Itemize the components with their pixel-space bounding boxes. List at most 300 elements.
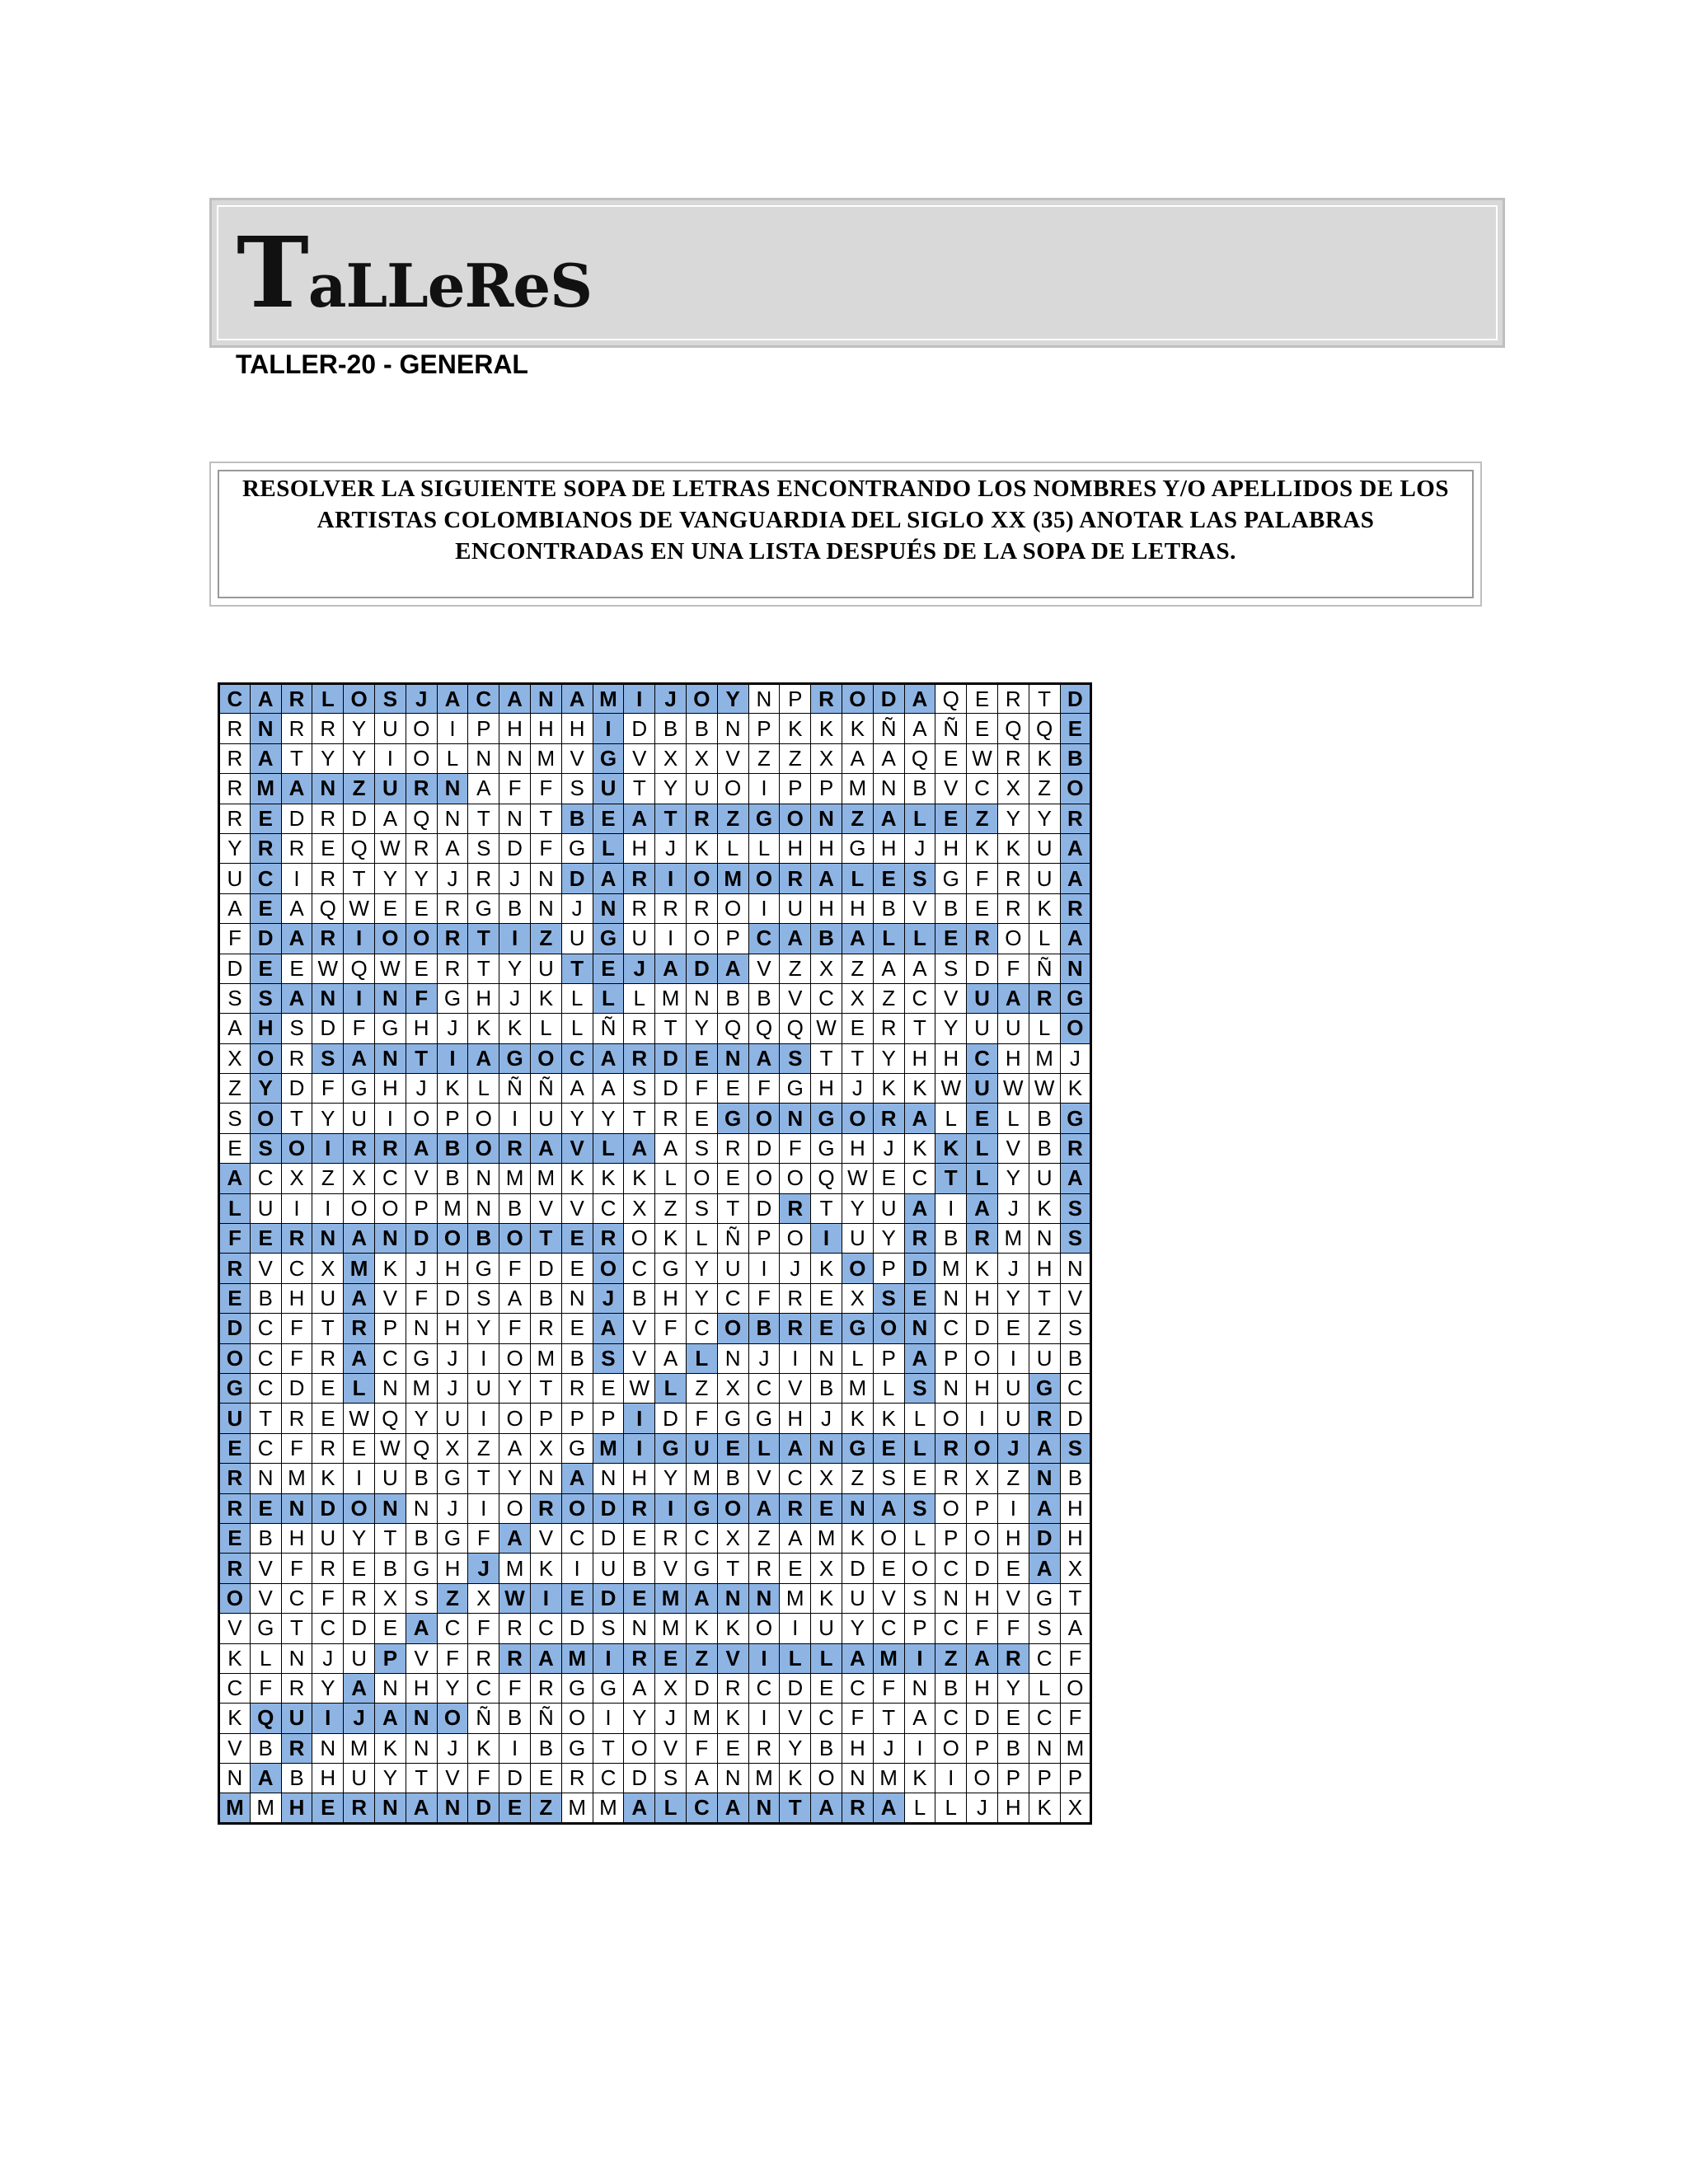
grid-cell: R — [655, 1104, 687, 1133]
grid-cell: S — [655, 1764, 687, 1793]
grid-cell: K — [904, 1133, 935, 1163]
grid-cell: F — [530, 833, 561, 863]
grid-cell: N — [748, 1793, 780, 1823]
grid-cell: D — [281, 1074, 312, 1104]
grid-cell: Z — [686, 1643, 717, 1673]
grid-cell: N — [1060, 954, 1091, 983]
grid-cell: E — [904, 1283, 935, 1313]
grid-cell: J — [748, 1343, 780, 1373]
grid-cell: L — [967, 1133, 998, 1163]
grid-cell: E — [717, 1433, 748, 1463]
grid-cell: I — [374, 743, 406, 773]
grid-cell: A — [281, 774, 312, 804]
grid-cell: D — [344, 1614, 375, 1643]
grid-cell: L — [748, 1433, 780, 1463]
word-search-grid — [218, 682, 1092, 1825]
grid-cell: E — [219, 1523, 251, 1553]
grid-cell: T — [561, 954, 593, 983]
grid-cell: A — [655, 1133, 687, 1163]
grid-cell: Y — [468, 1314, 499, 1343]
grid-cell: Q — [250, 1704, 281, 1733]
grid-cell: N — [499, 804, 531, 833]
grid-cell: A — [219, 893, 251, 923]
grid-cell: Z — [530, 924, 561, 954]
grid-cell: U — [967, 1074, 998, 1104]
grid-cell: S — [593, 1614, 624, 1643]
grid-cell: W — [842, 1164, 873, 1193]
grid-row — [219, 1224, 1091, 1254]
grid-cell: Z — [686, 1373, 717, 1403]
grid-cell: K — [873, 1074, 904, 1104]
grid-cell: Z — [530, 1793, 561, 1823]
grid-cell: U — [281, 1704, 312, 1733]
grid-cell: B — [748, 983, 780, 1013]
grid-cell: Z — [748, 1523, 780, 1553]
grid-row — [219, 743, 1091, 773]
grid-cell: P — [468, 714, 499, 743]
grid-cell: M — [281, 1464, 312, 1493]
grid-cell: F — [281, 1314, 312, 1343]
grid-cell: M — [655, 1583, 687, 1613]
grid-cell: H — [312, 1764, 344, 1793]
grid-cell: T — [250, 1404, 281, 1433]
grid-cell: C — [250, 1314, 281, 1343]
grid-cell: Y — [312, 1673, 344, 1703]
grid-cell: R — [406, 774, 437, 804]
grid-cell: U — [593, 1554, 624, 1583]
grid-cell: M — [873, 1643, 904, 1673]
grid-cell: N — [312, 774, 344, 804]
grid-cell: D — [468, 1793, 499, 1823]
grid-cell: N — [593, 1464, 624, 1493]
grid-cell: E — [593, 1373, 624, 1403]
grid-cell: V — [780, 1373, 811, 1403]
grid-cell: S — [250, 1133, 281, 1163]
grid-cell: I — [748, 774, 780, 804]
grid-cell: M — [780, 1583, 811, 1613]
grid-cell: P — [748, 1224, 780, 1254]
grid-cell: F — [499, 1673, 531, 1703]
grid-cell: V — [655, 1554, 687, 1583]
grid-cell: Y — [593, 1104, 624, 1133]
grid-cell: U — [1029, 864, 1060, 893]
grid-cell: J — [624, 954, 655, 983]
grid-cell: J — [437, 1343, 468, 1373]
grid-cell: J — [997, 1433, 1029, 1463]
grid-row — [219, 1643, 1091, 1673]
grid-cell: N — [530, 1464, 561, 1493]
grid-cell: F — [967, 864, 998, 893]
grid-cell: A — [811, 1793, 842, 1823]
grid-cell: D — [655, 1404, 687, 1433]
grid-cell: K — [468, 1014, 499, 1043]
grid-cell: E — [967, 714, 998, 743]
grid-cell: E — [935, 924, 967, 954]
grid-row — [219, 1014, 1091, 1043]
grid-cell: L — [1029, 924, 1060, 954]
grid-cell: J — [811, 1404, 842, 1433]
grid-cell: C — [593, 1193, 624, 1223]
grid-cell: W — [1029, 1074, 1060, 1104]
grid-cell: M — [561, 1793, 593, 1823]
grid-cell: H — [811, 893, 842, 923]
grid-cell: V — [250, 1583, 281, 1613]
grid-cell: R — [873, 1014, 904, 1043]
grid-cell: E — [219, 1433, 251, 1463]
grid-cell: F — [219, 924, 251, 954]
grid-cell: T — [624, 774, 655, 804]
grid-cell: X — [655, 743, 687, 773]
grid-cell: C — [748, 1673, 780, 1703]
grid-cell: P — [1029, 1764, 1060, 1793]
grid-cell: A — [593, 864, 624, 893]
grid-cell: Z — [842, 1464, 873, 1493]
grid-cell: G — [935, 864, 967, 893]
grid-cell: O — [748, 1164, 780, 1193]
grid-cell: D — [219, 954, 251, 983]
grid-cell: Y — [312, 1104, 344, 1133]
grid-cell: L — [1029, 1673, 1060, 1703]
grid-row — [219, 1433, 1091, 1463]
grid-cell: A — [624, 1793, 655, 1823]
grid-cell: J — [437, 1493, 468, 1523]
grid-cell: N — [717, 1043, 748, 1073]
grid-cell: B — [935, 1673, 967, 1703]
grid-cell: K — [1029, 1193, 1060, 1223]
grid-cell: V — [904, 893, 935, 923]
grid-cell: R — [281, 1733, 312, 1763]
grid-cell: U — [717, 1254, 748, 1283]
grid-cell: G — [748, 804, 780, 833]
grid-cell: A — [344, 1224, 375, 1254]
grid-cell: I — [281, 1193, 312, 1223]
grid-cell: X — [842, 983, 873, 1013]
grid-cell: T — [624, 1104, 655, 1133]
grid-cell: B — [686, 714, 717, 743]
grid-cell: A — [406, 1614, 437, 1643]
grid-cell: G — [374, 1014, 406, 1043]
grid-cell: N — [281, 1493, 312, 1523]
grid-cell: L — [344, 1373, 375, 1403]
grid-cell: P — [780, 774, 811, 804]
grid-cell: K — [374, 1733, 406, 1763]
grid-cell: I — [655, 1493, 687, 1523]
grid-cell: L — [655, 1793, 687, 1823]
grid-cell: K — [219, 1643, 251, 1673]
grid-cell: M — [686, 1704, 717, 1733]
grid-cell: Y — [873, 1224, 904, 1254]
grid-cell: N — [406, 1704, 437, 1733]
grid-cell: F — [468, 1523, 499, 1553]
grid-cell: U — [312, 1283, 344, 1313]
grid-cell: Y — [997, 1673, 1029, 1703]
grid-cell: H — [530, 714, 561, 743]
grid-cell: E — [624, 1583, 655, 1613]
grid-cell: J — [655, 684, 687, 714]
grid-cell: N — [811, 1343, 842, 1373]
grid-cell: C — [468, 1673, 499, 1703]
grid-cell: D — [748, 1133, 780, 1163]
grid-cell: C — [312, 1614, 344, 1643]
grid-cell: F — [437, 1643, 468, 1673]
grid-cell: M — [530, 1164, 561, 1193]
grid-cell: J — [655, 833, 687, 863]
grid-cell: F — [967, 1614, 998, 1643]
grid-cell: H — [967, 1673, 998, 1703]
grid-cell: C — [873, 1614, 904, 1643]
grid-cell: N — [437, 1793, 468, 1823]
grid-cell: N — [748, 1583, 780, 1613]
grid-cell: U — [842, 1224, 873, 1254]
grid-cell: A — [561, 684, 593, 714]
grid-cell: E — [997, 1314, 1029, 1343]
grid-cell: R — [873, 1104, 904, 1133]
grid-cell: R — [499, 1614, 531, 1643]
grid-cell: R — [281, 1043, 312, 1073]
grid-cell: L — [904, 1433, 935, 1463]
grid-cell: M — [406, 1373, 437, 1403]
grid-cell: E — [250, 893, 281, 923]
grid-cell: M — [842, 1373, 873, 1403]
grid-cell: F — [468, 1614, 499, 1643]
grid-cell: S — [780, 1043, 811, 1073]
grid-cell: G — [344, 1074, 375, 1104]
grid-cell: Z — [437, 1583, 468, 1613]
grid-cell: J — [312, 1643, 344, 1673]
grid-cell: T — [406, 1764, 437, 1793]
grid-row — [219, 714, 1091, 743]
grid-cell: E — [1060, 714, 1091, 743]
grid-cell: A — [686, 1583, 717, 1613]
grid-cell: F — [686, 1404, 717, 1433]
grid-cell: D — [748, 1193, 780, 1223]
grid-cell: A — [499, 1283, 531, 1313]
grid-cell: A — [281, 893, 312, 923]
grid-cell: Q — [406, 1433, 437, 1463]
grid-cell: G — [686, 1554, 717, 1583]
grid-cell: I — [748, 1643, 780, 1673]
grid-cell: N — [406, 1493, 437, 1523]
grid-cell: M — [530, 1343, 561, 1373]
grid-cell: I — [904, 1733, 935, 1763]
grid-cell: N — [1029, 1733, 1060, 1763]
grid-cell: U — [374, 774, 406, 804]
grid-cell: D — [967, 1704, 998, 1733]
grid-cell: V — [997, 1583, 1029, 1613]
grid-cell: S — [904, 864, 935, 893]
grid-cell: N — [624, 1614, 655, 1643]
grid-cell: A — [717, 1793, 748, 1823]
grid-cell: S — [468, 833, 499, 863]
grid-cell: K — [437, 1074, 468, 1104]
grid-cell: Z — [468, 1433, 499, 1463]
grid-cell: X — [967, 1464, 998, 1493]
grid-cell: A — [967, 1643, 998, 1673]
grid-cell: M — [873, 1764, 904, 1793]
grid-cell: T — [842, 1043, 873, 1073]
grid-cell: W — [312, 954, 344, 983]
grid-cell: B — [250, 1733, 281, 1763]
grid-cell: A — [1060, 924, 1091, 954]
grid-cell: C — [530, 1614, 561, 1643]
grid-cell: E — [250, 804, 281, 833]
grid-cell: I — [935, 1764, 967, 1793]
grid-cell: I — [997, 1343, 1029, 1373]
grid-cell: I — [312, 1133, 344, 1163]
grid-cell: R — [780, 1493, 811, 1523]
grid-cell: E — [811, 1283, 842, 1313]
grid-cell: P — [406, 1193, 437, 1223]
grid-cell: R — [624, 1493, 655, 1523]
grid-cell: U — [997, 1404, 1029, 1433]
grid-cell: R — [281, 1404, 312, 1433]
grid-cell: R — [780, 1193, 811, 1223]
grid-cell: X — [219, 1043, 251, 1073]
grid-cell: Q — [904, 743, 935, 773]
grid-cell: Q — [344, 833, 375, 863]
grid-cell: A — [468, 1043, 499, 1073]
grid-cell: H — [1060, 1493, 1091, 1523]
grid-cell: O — [530, 1043, 561, 1073]
grid-cell: H — [997, 1523, 1029, 1553]
grid-cell: C — [1060, 1373, 1091, 1403]
grid-cell: Z — [312, 1164, 344, 1193]
grid-cell: I — [499, 1733, 531, 1763]
grid-cell: A — [468, 774, 499, 804]
grid-cell: H — [780, 1404, 811, 1433]
grid-cell: E — [967, 893, 998, 923]
grid-cell: N — [593, 893, 624, 923]
grid-cell: A — [250, 1764, 281, 1793]
grid-cell: D — [1060, 1404, 1091, 1433]
grid-cell: R — [624, 1043, 655, 1073]
grid-cell: K — [1060, 1074, 1091, 1104]
grid-cell: L — [873, 1373, 904, 1403]
grid-cell: J — [873, 1733, 904, 1763]
grid-cell: B — [530, 1733, 561, 1763]
grid-cell: O — [686, 924, 717, 954]
grid-cell: C — [811, 1704, 842, 1733]
grid-cell: C — [281, 1583, 312, 1613]
grid-cell: I — [624, 1404, 655, 1433]
grid-cell: O — [344, 1193, 375, 1223]
grid-cell: L — [780, 1643, 811, 1673]
grid-cell: O — [811, 1764, 842, 1793]
grid-cell: A — [437, 833, 468, 863]
grid-cell: E — [374, 1614, 406, 1643]
grid-cell: F — [997, 1614, 1029, 1643]
grid-cell: H — [967, 1373, 998, 1403]
grid-cell: N — [499, 743, 531, 773]
grid-cell: Y — [997, 1164, 1029, 1193]
grid-cell: Ñ — [530, 1074, 561, 1104]
grid-cell: L — [686, 1343, 717, 1373]
grid-cell: U — [437, 1404, 468, 1433]
grid-cell: E — [842, 1014, 873, 1043]
grid-cell: B — [655, 714, 687, 743]
grid-cell: Z — [748, 743, 780, 773]
grid-cell: E — [655, 1643, 687, 1673]
grid-cell: V — [219, 1614, 251, 1643]
grid-row — [219, 924, 1091, 954]
grid-cell: S — [593, 1343, 624, 1373]
grid-cell: B — [250, 1283, 281, 1313]
grid-cell: Z — [780, 743, 811, 773]
grid-cell: V — [935, 774, 967, 804]
grid-cell: R — [967, 1224, 998, 1254]
grid-cell: G — [655, 1433, 687, 1463]
grid-cell: D — [780, 1673, 811, 1703]
grid-cell: T — [312, 1314, 344, 1343]
grid-cell: S — [935, 954, 967, 983]
grid-cell: S — [686, 1193, 717, 1223]
grid-cell: E — [904, 1464, 935, 1493]
grid-cell: V — [624, 743, 655, 773]
grid-cell: M — [344, 1254, 375, 1283]
grid-cell: F — [686, 1074, 717, 1104]
grid-cell: A — [717, 954, 748, 983]
grid-cell: E — [561, 1254, 593, 1283]
grid-cell: D — [499, 1764, 531, 1793]
grid-cell: U — [997, 1373, 1029, 1403]
grid-cell: C — [624, 1254, 655, 1283]
grid-cell: S — [561, 774, 593, 804]
grid-cell: L — [904, 804, 935, 833]
grid-cell: A — [344, 1343, 375, 1373]
grid-cell: Y — [842, 1614, 873, 1643]
grid-cell: C — [1029, 1704, 1060, 1733]
grid-cell: J — [437, 864, 468, 893]
grid-cell: F — [219, 1224, 251, 1254]
grid-cell: Y — [406, 864, 437, 893]
grid-cell: C — [374, 1343, 406, 1373]
grid-cell: M — [748, 1764, 780, 1793]
grid-cell: H — [468, 983, 499, 1013]
grid-cell: Y — [374, 864, 406, 893]
grid-cell: T — [904, 1014, 935, 1043]
grid-cell: R — [655, 1523, 687, 1553]
grid-row — [219, 1733, 1091, 1763]
grid-cell: C — [437, 1614, 468, 1643]
grid-cell: R — [374, 1133, 406, 1163]
grid-cell: J — [1060, 1043, 1091, 1073]
grid-cell: M — [593, 1433, 624, 1463]
grid-cell: C — [561, 1523, 593, 1553]
grid-cell: K — [780, 1764, 811, 1793]
grid-cell: R — [281, 833, 312, 863]
grid-cell: S — [406, 1583, 437, 1613]
grid-cell: A — [873, 804, 904, 833]
grid-cell: O — [468, 1133, 499, 1163]
grid-cell: N — [717, 1343, 748, 1373]
grid-cell: R — [344, 1793, 375, 1823]
grid-cell: T — [1029, 684, 1060, 714]
grid-cell: Ñ — [873, 714, 904, 743]
grid-cell: F — [499, 774, 531, 804]
grid-cell: R — [499, 1133, 531, 1163]
grid-cell: L — [842, 1343, 873, 1373]
grid-cell: L — [842, 864, 873, 893]
grid-cell: Q — [1029, 714, 1060, 743]
grid-cell: R — [406, 833, 437, 863]
grid-cell: E — [997, 1554, 1029, 1583]
grid-cell: N — [935, 1373, 967, 1403]
grid-cell: K — [967, 1254, 998, 1283]
grid-cell: Y — [312, 743, 344, 773]
grid-cell: X — [281, 1164, 312, 1193]
grid-cell: O — [717, 774, 748, 804]
grid-cell: I — [655, 864, 687, 893]
